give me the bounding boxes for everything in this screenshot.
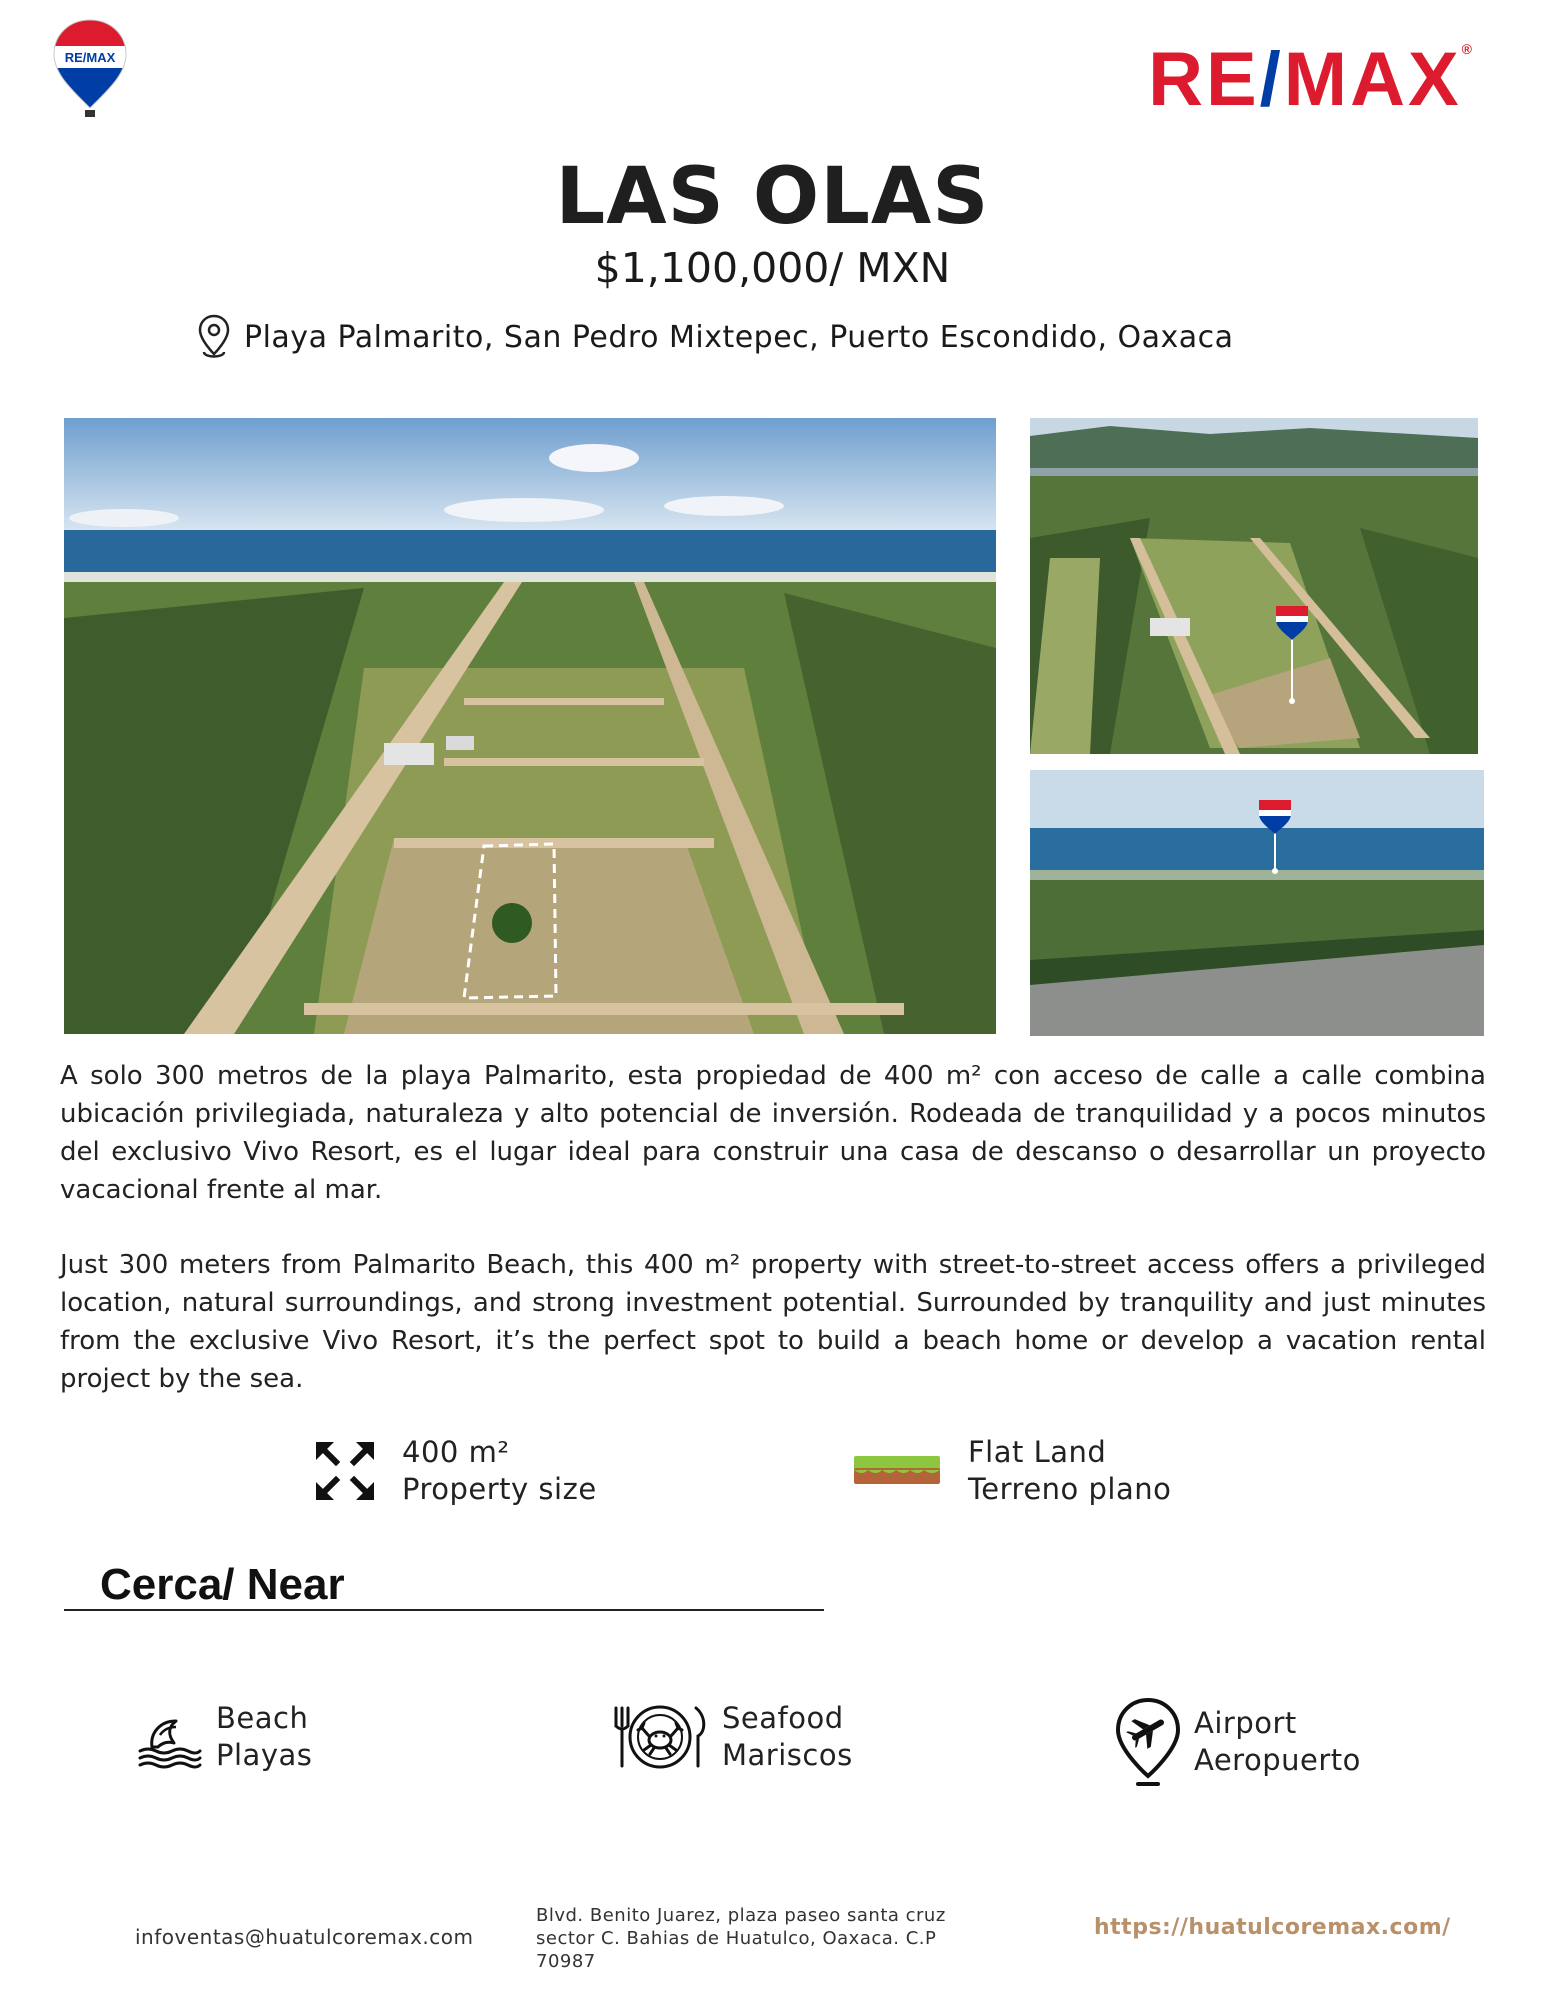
- description-english: Just 300 meters from Palmarito Beach, this 400 m² property with street-to-street access offers a privileged location, natural surroundings, and strong investment potential. Surrounded by tranquility and just minutes from the exclusive Vivo Resort, it’s the perfect spot to build a beach home or develop a vacation rental project by the sea.: [60, 1250, 1486, 1394]
- svg-text:RE/MAX: RE/MAX: [64, 50, 116, 65]
- near-item-seafood: [610, 1700, 853, 1774]
- footer-email[interactable]: infoventas@huatulcoremax.com: [135, 1925, 474, 1949]
- near-beach-es: Playas: [216, 1738, 313, 1772]
- feature-property-size: [314, 1434, 597, 1508]
- property-size-label: Property size: [402, 1472, 597, 1506]
- property-title: LAS OLAS: [555, 152, 990, 242]
- property-size-value: 400 m²: [402, 1435, 510, 1469]
- registered-mark: ®: [1461, 41, 1475, 57]
- flat-land-icon: [854, 1456, 940, 1486]
- aerial-photo-main: [64, 418, 996, 1034]
- near-airport-en: Airport: [1194, 1706, 1297, 1740]
- brand-part-max: MAX: [1283, 37, 1462, 122]
- brand-slash: /: [1259, 37, 1284, 122]
- property-price: $1,100,000/ MXN: [594, 244, 951, 292]
- footer-website-link[interactable]: https://huatulcoremax.com/: [1094, 1915, 1451, 1940]
- near-heading: Cerca/ Near: [100, 1560, 345, 1609]
- map-pin-icon: [198, 314, 230, 360]
- flat-land-en: Flat Land: [968, 1435, 1107, 1469]
- near-item-airport: [1114, 1696, 1361, 1788]
- remax-wordmark: [1148, 37, 1475, 122]
- aerial-photo-lots: [1030, 418, 1478, 754]
- remax-balloon-logo: [50, 16, 130, 121]
- near-beach-en: Beach: [216, 1701, 309, 1735]
- flat-land-es: Terreno plano: [968, 1472, 1172, 1506]
- beach-wave-icon: [138, 1705, 202, 1769]
- near-airport-es: Aeropuerto: [1194, 1743, 1361, 1777]
- location-text: Playa Palmarito, San Pedro Mixtepec, Puerto Escondido, Oaxaca: [244, 319, 1234, 355]
- airport-pin-icon: [1114, 1696, 1182, 1788]
- near-divider: [64, 1609, 824, 1611]
- brand-part-re: RE: [1148, 37, 1260, 122]
- property-location: [198, 312, 1234, 362]
- aerial-photo-lagoon: [1030, 770, 1484, 1036]
- near-seafood-es: Mariscos: [722, 1738, 853, 1772]
- near-seafood-en: Seafood: [722, 1701, 844, 1735]
- footer-address: Blvd. Benito Juarez, plaza paseo santa cruz sector C. Bahias de Huatulco, Oaxaca. C.P 70987: [536, 1905, 946, 1972]
- feature-flat-land: [854, 1434, 1171, 1508]
- seafood-plate-icon: [610, 1702, 710, 1772]
- description-spanish: A solo 300 metros de la playa Palmarito, esta propiedad de 400 m² con acceso de calle a calle combina ubicación privilegiada, naturaleza y alto potencial de inversión. Rodeada de tranquilidad y a pocos minutos del exclusivo Vivo Resort, es el lugar ideal para construir una casa de descanso o desarrollar un proyecto vacacional frente al mar.: [60, 1061, 1486, 1205]
- near-item-beach: [138, 1700, 312, 1774]
- expand-arrows-icon: [314, 1440, 376, 1502]
